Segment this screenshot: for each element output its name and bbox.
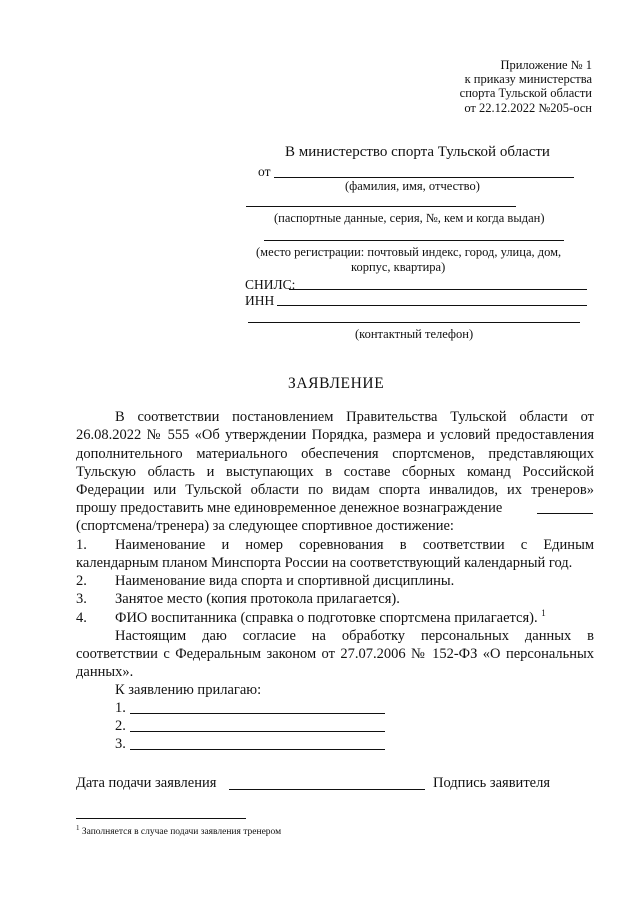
item-2-text: Наименование вида спорта и спортивной дисциплины.	[115, 573, 455, 589]
phone-hint: (контактный телефон)	[355, 327, 474, 341]
approval-line-3: спорта Тульской области	[459, 86, 592, 101]
intro-line-5: Федерации или Тульской области по видам спорта инвалидов, их тренеров»	[76, 482, 594, 498]
intro-line-6: прошу предоставить мне единовременное денежное вознаграждение	[76, 500, 503, 516]
document-title: ЗАЯВЛЕНИЕ	[288, 375, 385, 392]
approval-line-1: Приложение № 1	[500, 58, 592, 72]
snils-line[interactable]	[289, 289, 587, 290]
date-line[interactable]	[229, 789, 425, 790]
consent-line-2: соответствии с Федеральным законом от 27.07.2006 № 152-ФЗ «О персональных	[76, 646, 594, 662]
intro-line-4: Тульскую область и выступающих в составе сборных команд Российской	[76, 464, 594, 480]
attach-line-2[interactable]	[130, 731, 385, 732]
sign-label: Подпись заявителя	[433, 775, 550, 791]
from-label: от	[258, 164, 271, 179]
attach-num-2: 2.	[115, 718, 126, 734]
item-4-footnote-mark: 1	[541, 608, 546, 619]
date-label: Дата подачи заявления	[76, 775, 217, 791]
item-4-number: 4.	[76, 610, 87, 626]
fio-hint: (фамилия, имя, отчество)	[345, 179, 480, 193]
footnote-mark: 1	[76, 823, 80, 832]
passport-line[interactable]	[246, 206, 516, 207]
approval-note	[420, 58, 592, 115]
registration-hint-1: (место регистрации: почтовый индекс, город, улица, дом,	[256, 245, 562, 259]
item-1-line-1: Наименование и номер соревнования в соответствии с Единым	[115, 537, 594, 553]
registration-line[interactable]	[264, 240, 564, 241]
item-3-text: Занятое место (копия протокола прилагается).	[115, 591, 400, 607]
attach-num-1: 1.	[115, 700, 126, 716]
inn-label: ИНН	[245, 293, 275, 308]
addressee-ministry: В министерство спорта Тульской области	[285, 144, 550, 160]
attach-num-3: 3.	[115, 736, 126, 752]
passport-hint: (паспортные данные, серия, №, кем и когда выдан)	[274, 211, 545, 225]
attach-line-3[interactable]	[130, 749, 385, 750]
intro-line-1: В соответствии постановлением Правительства Тульской области от	[115, 409, 594, 425]
intro-last-line: (спортсмена/тренера) за следующее спортивное достижение:	[76, 518, 454, 534]
item-2-number: 2.	[76, 573, 87, 589]
item-4-line	[115, 609, 594, 627]
footnote	[76, 823, 282, 838]
inn-line[interactable]	[277, 305, 587, 306]
intro-line-3: дополнительного материального обеспечения спортсменов, представляющих	[76, 446, 594, 462]
approval-line-4: от 22.12.2022 №205-осн	[464, 100, 592, 115]
item-1-line-2: календарным планом Минспорта России на соответствующий календарный год.	[76, 555, 573, 571]
approval-line-2: к приказу министерства	[464, 72, 592, 87]
snils-label: СНИЛС:	[245, 277, 296, 292]
footnote-text: Заполняется в случае подачи заявления тренером	[81, 827, 282, 837]
consent-line-1: Настоящим даю согласие на обработку персональных данных в	[115, 628, 594, 644]
registration-hint-2: корпус, квартира)	[351, 260, 446, 274]
footnote-separator	[76, 818, 246, 819]
intro-line-2: 26.08.2022 № 555 «Об утверждении Порядка, размера и условий предоставления	[76, 427, 594, 443]
item-3-number: 3.	[76, 591, 87, 607]
item-4-text: ФИО воспитанника (справка о подготовке спортсмена прилагается).	[115, 610, 538, 626]
recipient-type-line[interactable]	[537, 513, 593, 514]
attach-line-1[interactable]	[130, 713, 385, 714]
phone-line[interactable]	[248, 322, 580, 323]
consent-line-3: данных».	[76, 664, 134, 680]
attach-label: К заявлению прилагаю:	[115, 682, 262, 698]
item-1-number: 1.	[76, 537, 87, 553]
